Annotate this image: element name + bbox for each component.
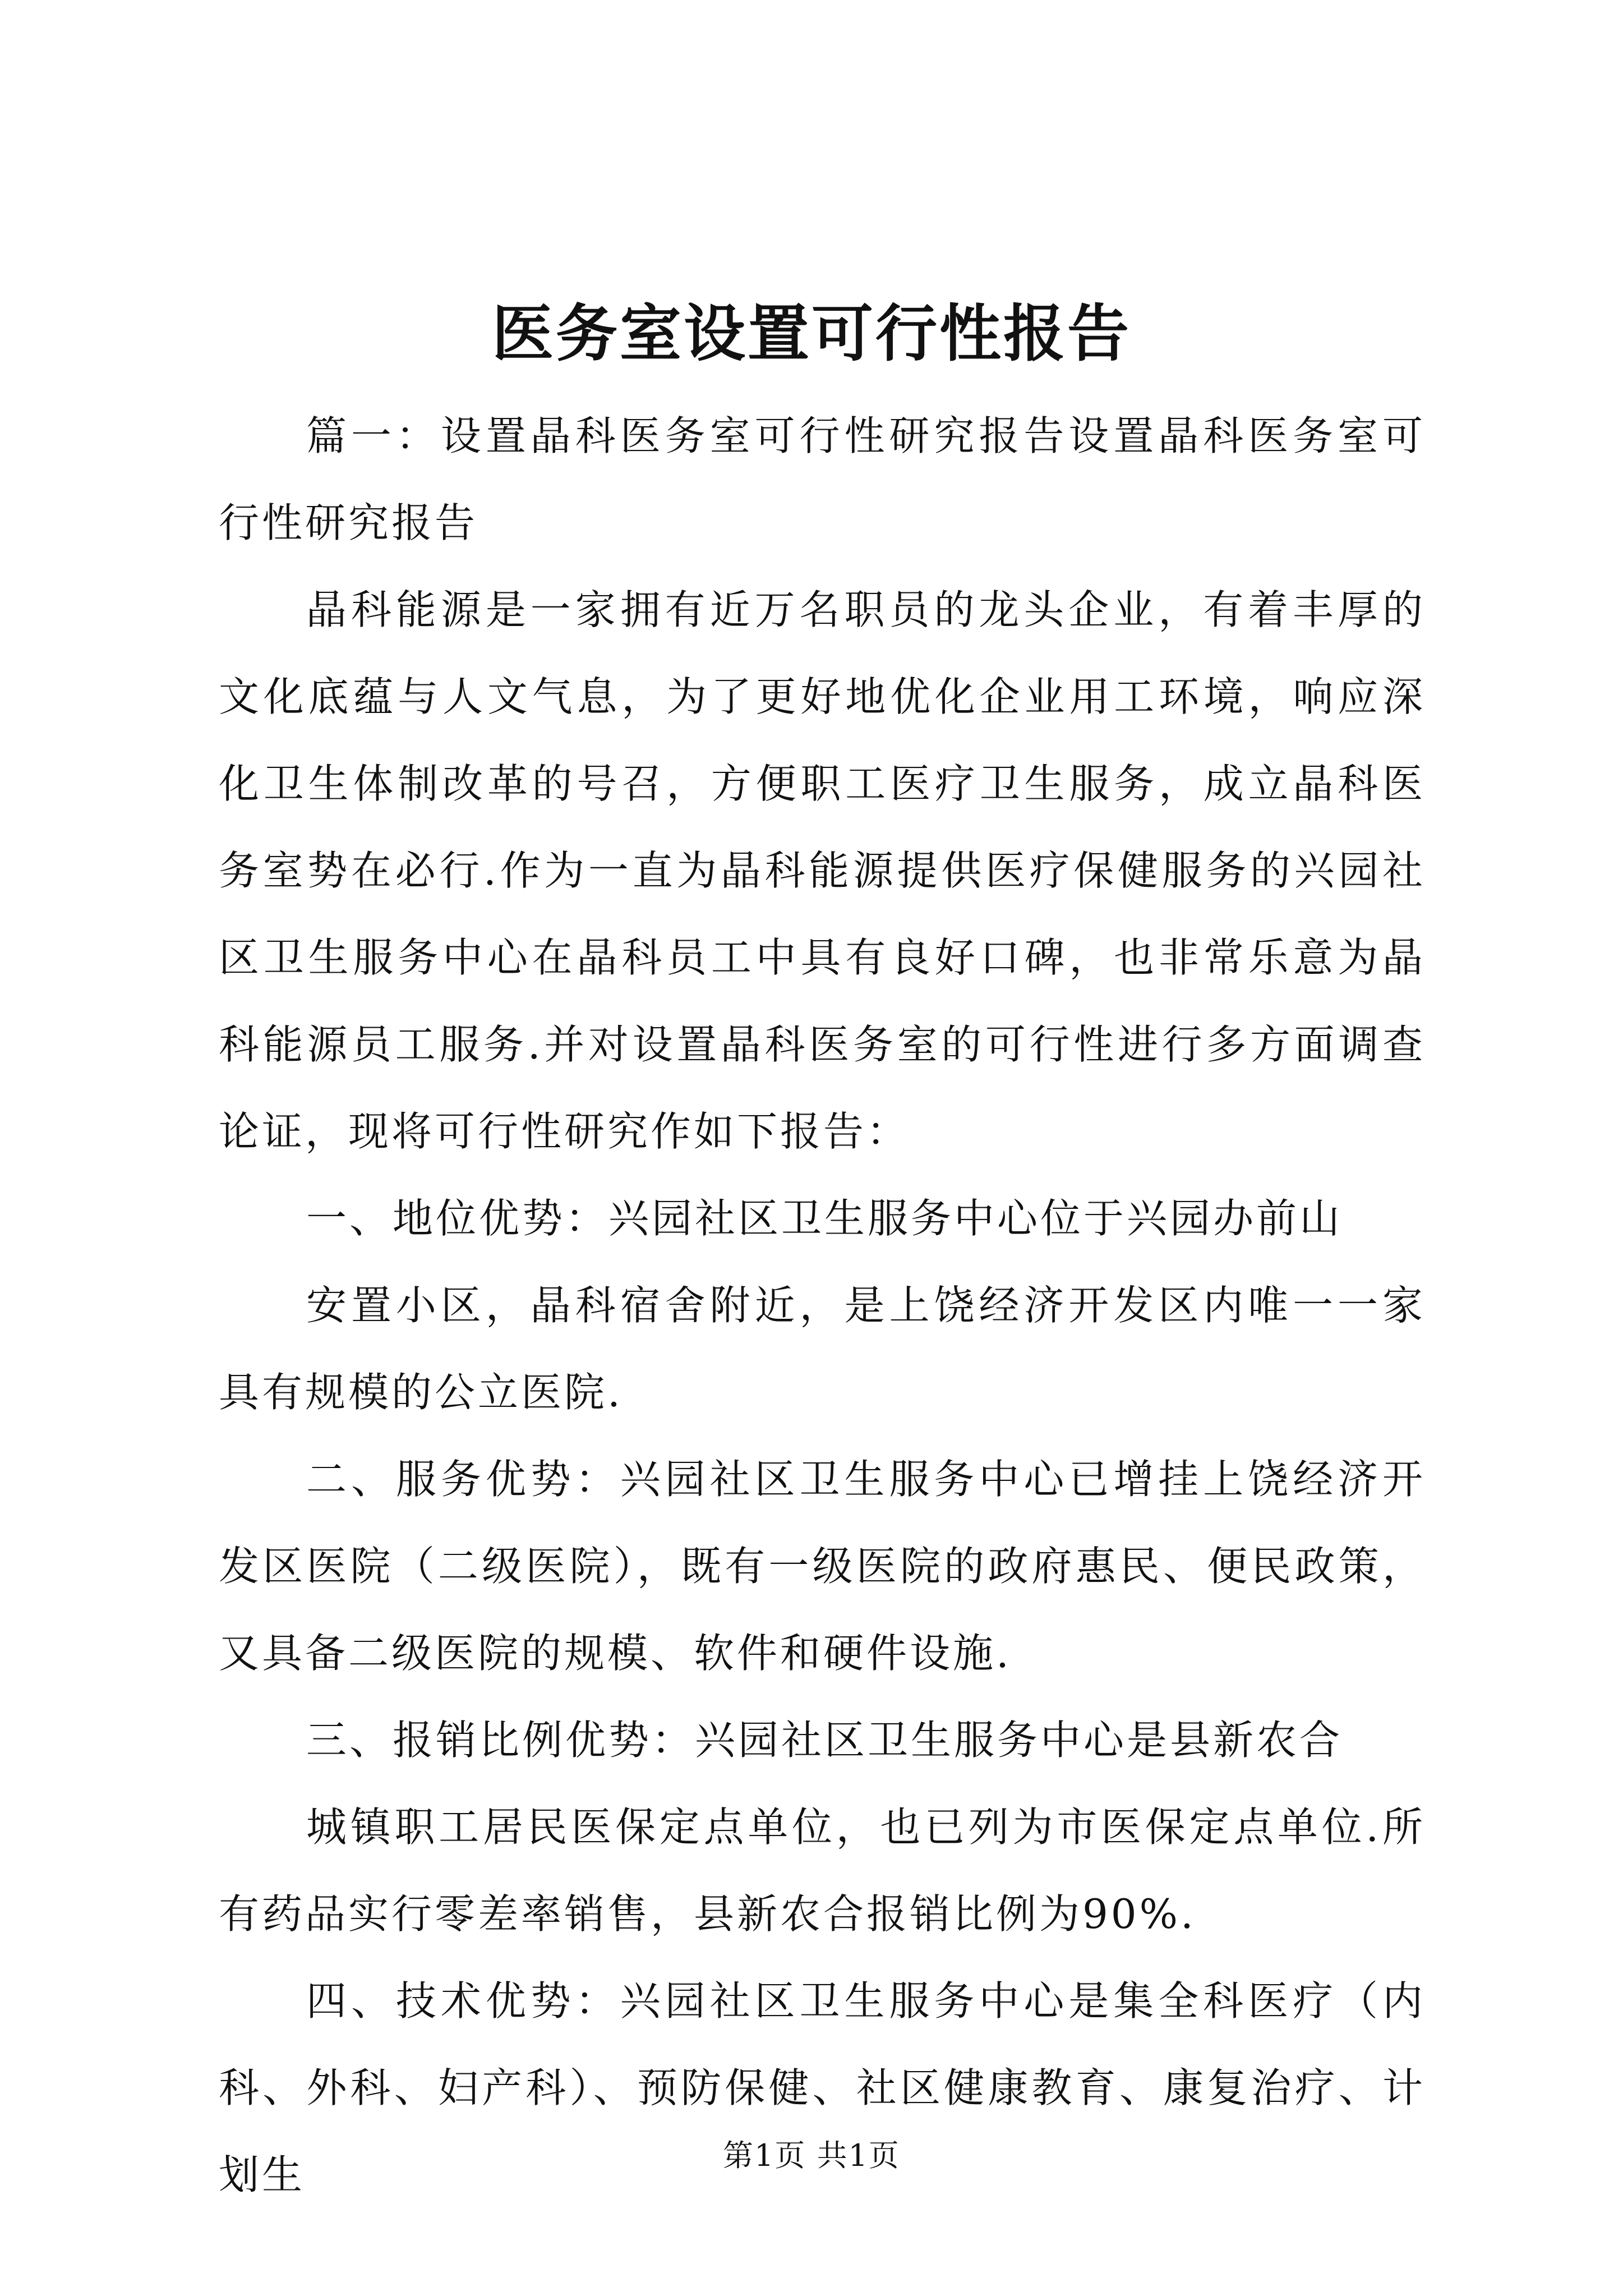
- paragraph: 城镇职工居民医保定点单位，也已列为市医保定点单位.所有药品实行零差率销售，县新农合报销比例为90%.: [219, 1803, 1426, 1938]
- paragraph: 三、报销比例优势：兴园社区卫生服务中心是县新农合: [306, 1717, 1343, 1764]
- document-title: 医务室设置可行性报告: [492, 297, 1131, 370]
- paragraph: 安置小区，晶科宿舍附近，是上饶经济开发区内唯一一家具有规模的公立医院.: [219, 1282, 1426, 1416]
- paragraph: 二、服务优势：兴园社区卫生服务中心已增挂上饶经济开发区医院（二级医院），既有一级医院的政府惠民、便民政策，又具备二级医院的规模、软件和硬件设施.: [219, 1456, 1426, 1677]
- document-body: [219, 393, 1426, 2219]
- paragraph: 晶科能源是一家拥有近万名职员的龙头企业，有着丰厚的文化底蕴与人文气息，为了更好地优化企业用工环境，响应深化卫生体制改革的号召，方便职工医疗卫生服务，成立晶科医务室势在必行.作为一直为晶科能源提供医疗保健服务的兴园社区卫生服务中心在晶科员工中具有良好口碑，也非常乐意为晶科能源员工服务.并对设置晶科医务室的可行性进行多方面调查论证，现将可行性研究作如下报告：: [219, 586, 1426, 1155]
- paragraph: 篇一：设置晶科医务室可行性研究报告设置晶科医务室可行性研究报告: [219, 412, 1426, 546]
- page-footer: 第1页 共1页: [723, 2138, 900, 2173]
- paragraph: 四、技术优势：兴园社区卫生服务中心是集全科医疗（内科、外科、妇产科）、预防保健、社区健康教育、康复治疗、计划生: [219, 1977, 1426, 2198]
- paragraph: 一、地位优势：兴园社区卫生服务中心位于兴园办前山: [306, 1195, 1343, 1242]
